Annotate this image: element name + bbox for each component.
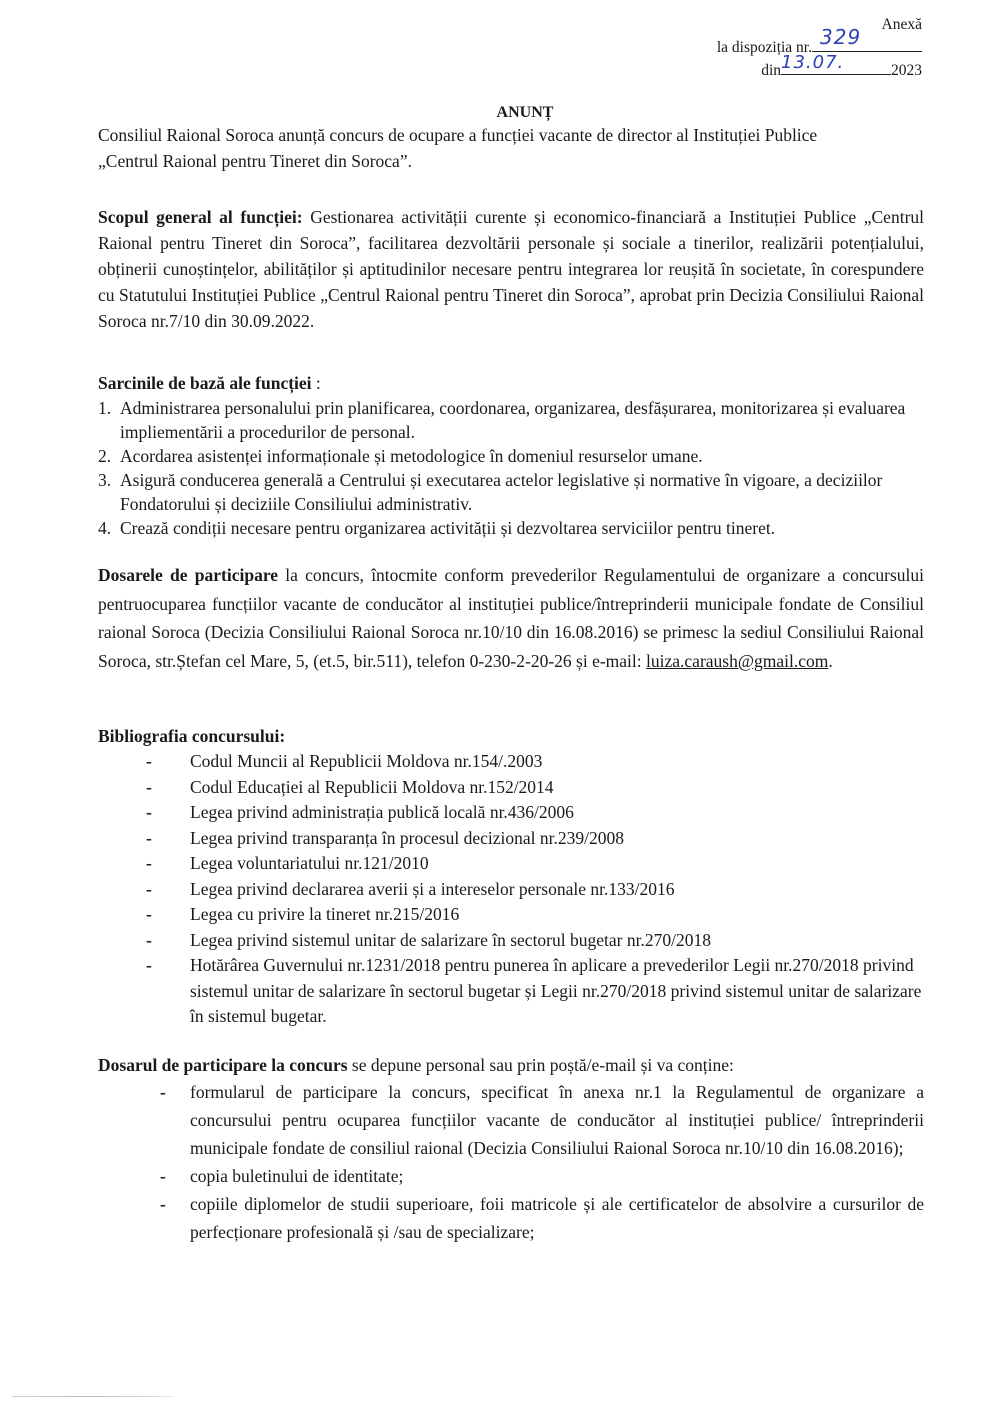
dash-bullet: - (146, 853, 152, 873)
email-link[interactable]: luiza.caraush@gmail.com (646, 650, 829, 671)
bibliography-item-text: Codul Educației al Republicii Moldova nr.152/2014 (190, 776, 554, 797)
task-text: Crează condiții necesare pentru organizarea activității și dezvoltarea serviciilor pentru tineret. (120, 518, 776, 538)
task-item (98, 444, 924, 468)
bibliography-item (98, 877, 924, 903)
task-item (98, 396, 924, 444)
scope-text: Gestionarea activității curente și economico-financiară a Instituției Publice „Centrul Raional pentru Tineret din Soroca”, facilitarea dezvoltării personale și sociale a tinerilor, realizării potențialului, obținerii cunoștințelor, abilităților și aptitudinilor necesare pentru integrarea lor reușită în societate, în corespundere cu Statutului Instituției Publice „Centrul Raional pentru Tineret din Soroca”, aprobat prin Decizia Consiliului Raional Soroca nr.7/10 din 30.09.2022. (98, 207, 925, 331)
bibliography-item-text: Legea privind declararea averii și a intereselor personale nr.133/2016 (190, 878, 675, 899)
dash-bullet: - (146, 878, 152, 899)
date-line (717, 52, 922, 81)
dash-bullet: - (146, 955, 152, 975)
date-label: din (761, 62, 781, 79)
dossier-contents-heading: Dosarul de participare la concurs (98, 1055, 348, 1075)
bibliography-item-text: Legea privind administrația publică locală nr.436/2006 (190, 802, 574, 822)
tasks-heading: Sarcinile de bază ale funcției (98, 373, 312, 393)
dossier-item-text: formularul de participare la concurs, specificat în anexa nr.1 la Regulamentul de organizare a concursului pentru ocuparea funcțiilor vacante de conducător al instituției publice/ întreprinderii municipale fondate de consiliul raional (Decizia Consiliului Raional Soroca nr.10/10 din 16.08.2016); (190, 1082, 924, 1158)
bibliography-item (98, 826, 924, 852)
bibliography-item-text: Hotărârea Guvernului nr.1231/2018 pentru punerea în aplicare a prevederilor Legii nr.270/2018 privind sistemul unitar de salarizare în sectorul bugetar și Legii nr.270/2018 privind sistemul unitar de salarizare în sistemul bugetar. (190, 955, 922, 1026)
tasks-heading-line (98, 370, 924, 396)
annex-header (717, 14, 922, 81)
tasks-heading-suffix: : (311, 373, 321, 393)
task-text: Acordarea asistenței informaționale și metodologice în domeniul resurselor umane. (120, 446, 703, 466)
bibliography-item (98, 775, 924, 801)
disposition-number-handwritten: 329 (820, 25, 862, 49)
task-text: Administrarea personalului prin planificarea, coordonarea, organizarea, desfășurarea, monitorizarea și evaluarea impliementării a procedurilor de personal. (120, 398, 906, 442)
dossier-item-text: copia buletinului de identitate; (190, 1166, 404, 1186)
bibliography-item-text: Legea voluntariatului nr.121/2010 (190, 853, 429, 873)
bibliography-item (98, 928, 924, 954)
task-item (98, 468, 924, 516)
dossiers-heading: Dosarele de participare (98, 565, 279, 585)
task-text: Asigură conducerea generală a Centrului și executarea actelor legislative și normative în vigoare, a deciziilor Fondatorului și deciziile Consiliului administrativ. (120, 470, 883, 514)
dossiers-paragraph (98, 561, 924, 675)
bibliography-item-text: Legea cu privire la tineret nr.215/2016 (190, 904, 460, 924)
task-item (98, 516, 924, 540)
dash-bullet: - (160, 1194, 166, 1214)
bibliography-heading: Bibliografia concursului: (98, 726, 286, 746)
dossiers-end: . (828, 650, 833, 671)
dossier-item (98, 1190, 924, 1246)
dossier-contents-list (98, 1078, 924, 1246)
bibliography-item-text: Codul Muncii al Republicii Moldova nr.154/.2003 (190, 751, 543, 771)
tasks-section (98, 370, 924, 540)
dash-bullet: - (146, 776, 152, 797)
bibliography-item (98, 902, 924, 928)
intro-paragraph (98, 122, 924, 174)
year: 2023 (891, 62, 922, 79)
bibliography-item-text: Legea privind sistemul unitar de salarizare în sectorul bugetar nr.270/2018 (190, 929, 711, 950)
bibliography-item (98, 851, 924, 877)
tasks-list (98, 396, 924, 540)
task-number: 1. (98, 398, 112, 418)
task-number: 4. (98, 518, 112, 538)
bibliography-item-text: Legea privind transparanța în procesul decizional nr.239/2008 (190, 827, 624, 848)
task-number: 2. (98, 446, 112, 466)
bibliography-list (98, 749, 924, 1030)
bibliography-section (98, 723, 924, 1030)
dossiers-text: la concurs, întocmite conform prevederilor Regulamentului de organizare a concursului pentruocuparea funcțiilor vacante de conducător al instituției publice/întreprinderii municipale fondate de Consiliul raional Soroca (Decizia Consiliului Raional Soroca nr.10/10 din 16.08.2016) se primesc la sediul Consiliului Raional Soroca, str.Ștefan cel Mare, 5, (et.5, bir.511), telefon 0-230-2-20-26 și e-mail: (98, 565, 924, 671)
dossier-contents-text: se depune personal sau prin poștă/e-mail și va conține: (347, 1055, 734, 1075)
dash-bullet: - (160, 1082, 166, 1102)
scope-heading: Scopul general al funcției: (98, 207, 303, 227)
document-title: ANUNȚ (496, 104, 554, 121)
dash-bullet: - (146, 929, 152, 950)
dash-bullet: - (146, 827, 152, 848)
disposition-number-field (812, 25, 922, 52)
bibliography-item (98, 953, 924, 1030)
dossier-item-text: copiile diplomelor de studii superioare, foii matricole și ale certificatelor de absolvire a cursurilor de perfecționare profesională și /sau de specializare; (190, 1194, 924, 1242)
disposition-label: la dispoziția nr. (716, 39, 812, 56)
scope-paragraph (98, 204, 924, 334)
intro-line-2: „Centrul Raional pentru Tineret din Soroca”. (98, 151, 412, 171)
dash-bullet: - (160, 1166, 166, 1186)
bibliography-item (98, 749, 924, 775)
dash-bullet: - (146, 751, 152, 771)
scan-artifact-line (12, 1396, 172, 1397)
dash-bullet: - (146, 802, 152, 822)
date-handwritten: 13.07. (781, 52, 845, 73)
dossier-contents-section (98, 1052, 924, 1246)
annex-label: Anexă (881, 16, 922, 33)
dossier-contents-heading-line (98, 1052, 924, 1078)
dash-bullet: - (146, 904, 152, 924)
date-field (781, 52, 891, 75)
dossier-item (98, 1078, 924, 1162)
bibliography-item (98, 800, 924, 826)
dossier-item (98, 1162, 924, 1190)
intro-line-1: Consiliul Raional Soroca anunță concurs de ocupare a funcției vacante de director al Instituției Publice (98, 125, 818, 145)
task-number: 3. (98, 470, 112, 490)
